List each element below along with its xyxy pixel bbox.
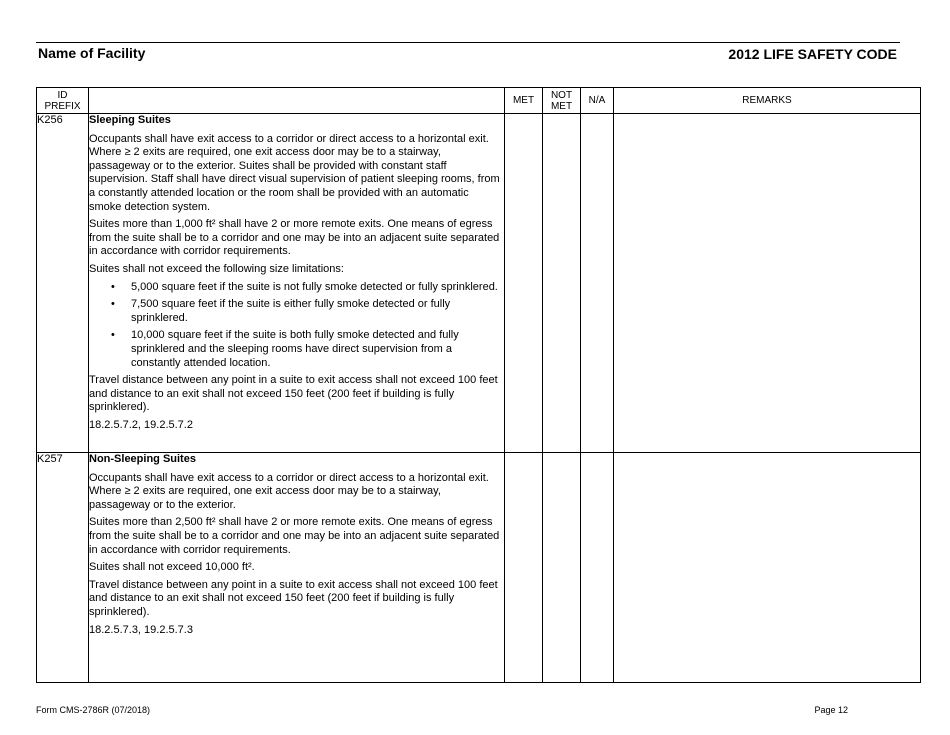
requirement-paragraph: Suites shall not exceed 10,000 ft². [89, 561, 255, 574]
id-prefix-header [37, 88, 89, 114]
facility-name-label: Name of Facility [38, 45, 146, 61]
requirement-header [89, 88, 505, 114]
requirement-title: Non-Sleeping Suites [89, 453, 196, 465]
header-rule [36, 42, 900, 43]
not-met-cell[interactable] [543, 114, 581, 453]
page-number: Page 12 [814, 705, 848, 715]
list-item-text: 5,000 square feet if the suite is not fully smoke detected or fully sprinklered. [131, 280, 498, 293]
requirement-paragraph: Suites shall not exceed the following size limitations: [89, 262, 344, 275]
requirement-paragraph: Occupants shall have exit access to a corridor or direct access to a horizontal exit. Where ≥ 2 exits are required, one exit access door may be to a stairway, passageway or to the exterior. [89, 471, 489, 511]
not-met-header [543, 88, 581, 114]
requirement-title: Sleeping Suites [89, 114, 171, 126]
id-prefix-cell: K257 [37, 453, 89, 683]
not-met-cell[interactable] [543, 453, 581, 683]
list-item [111, 329, 504, 370]
na-cell[interactable] [581, 114, 614, 453]
table-header-row [37, 88, 921, 114]
requirement-paragraph: Travel distance between any point in a suite to exit access shall not exceed 100 feet and distance to an exit shall not exceed 150 feet (200 feet if building is fully sprinklered). [89, 578, 498, 618]
table-row [37, 114, 921, 453]
form-identifier: Form CMS-2786R (07/2018) [36, 705, 151, 715]
code-references: 18.2.5.7.3, 19.2.5.7.3 [89, 623, 193, 636]
na-cell[interactable] [581, 453, 614, 683]
na-header: N/A [581, 88, 614, 114]
code-references: 18.2.5.7.2, 19.2.5.7.2 [89, 418, 193, 431]
requirement-paragraph: Suites more than 1,000 ft² shall have 2 or more remote exits. One means of egress from the suite shall be to a corridor and one may be into an adjacent suite separated in accordance with corridor requirements. [89, 218, 500, 258]
requirement-paragraph: Suites more than 2,500 ft² shall have 2 or more remote exits. One means of egress from the suite shall be to a corridor and one may be into an adjacent suite separated in accordance with corridor requirements. [89, 516, 500, 556]
remarks-cell[interactable] [614, 114, 921, 453]
life-safety-code-table [36, 87, 921, 683]
list-item [111, 280, 504, 295]
not-met-header-line2: MET [550, 100, 573, 112]
met-cell[interactable] [505, 453, 543, 683]
list-item [111, 298, 504, 325]
requirement-cell [89, 453, 505, 683]
list-item-text: 10,000 square feet if the suite is both fully smoke detected and fully sprinklered and the sleeping rooms have direct supervision from a constantly attended location. [131, 329, 459, 369]
id-prefix-cell: K256 [37, 114, 89, 453]
not-met-header-line1: NOT [550, 89, 573, 101]
requirement-paragraph: Occupants shall have exit access to a corridor or direct access to a horizontal exit. Where ≥ 2 exits are required, one exit access door may be to a stairway, passageway or to the exterior. Suites shall be provided with constant staff supervision. Staff shall have direct visual supervision of patient sleeping rooms, from a constantly attended location or the room shall be provided with an automatic smoke detection system. [89, 132, 500, 213]
bullet-icon: • [111, 329, 115, 342]
met-cell[interactable] [505, 114, 543, 453]
id-prefix-header-line2: PREFIX [44, 100, 81, 112]
id-prefix-header-line1: ID [57, 89, 68, 101]
bullet-icon: • [111, 280, 115, 293]
remarks-header: REMARKS [614, 88, 921, 114]
table-row [37, 453, 921, 683]
list-item-text: 7,500 square feet if the suite is either fully smoke detected or fully sprinklered. [131, 298, 451, 324]
met-header: MET [505, 88, 543, 114]
requirement-cell [89, 114, 505, 453]
size-limit-list [89, 281, 504, 371]
bullet-icon: • [111, 298, 115, 311]
code-title: 2012 LIFE SAFETY CODE [728, 46, 897, 62]
requirement-paragraph: Travel distance between any point in a suite to exit access shall not exceed 100 feet and distance to an exit shall not exceed 150 feet (200 feet if building is fully sprinklered). [89, 374, 498, 414]
remarks-cell[interactable] [614, 453, 921, 683]
